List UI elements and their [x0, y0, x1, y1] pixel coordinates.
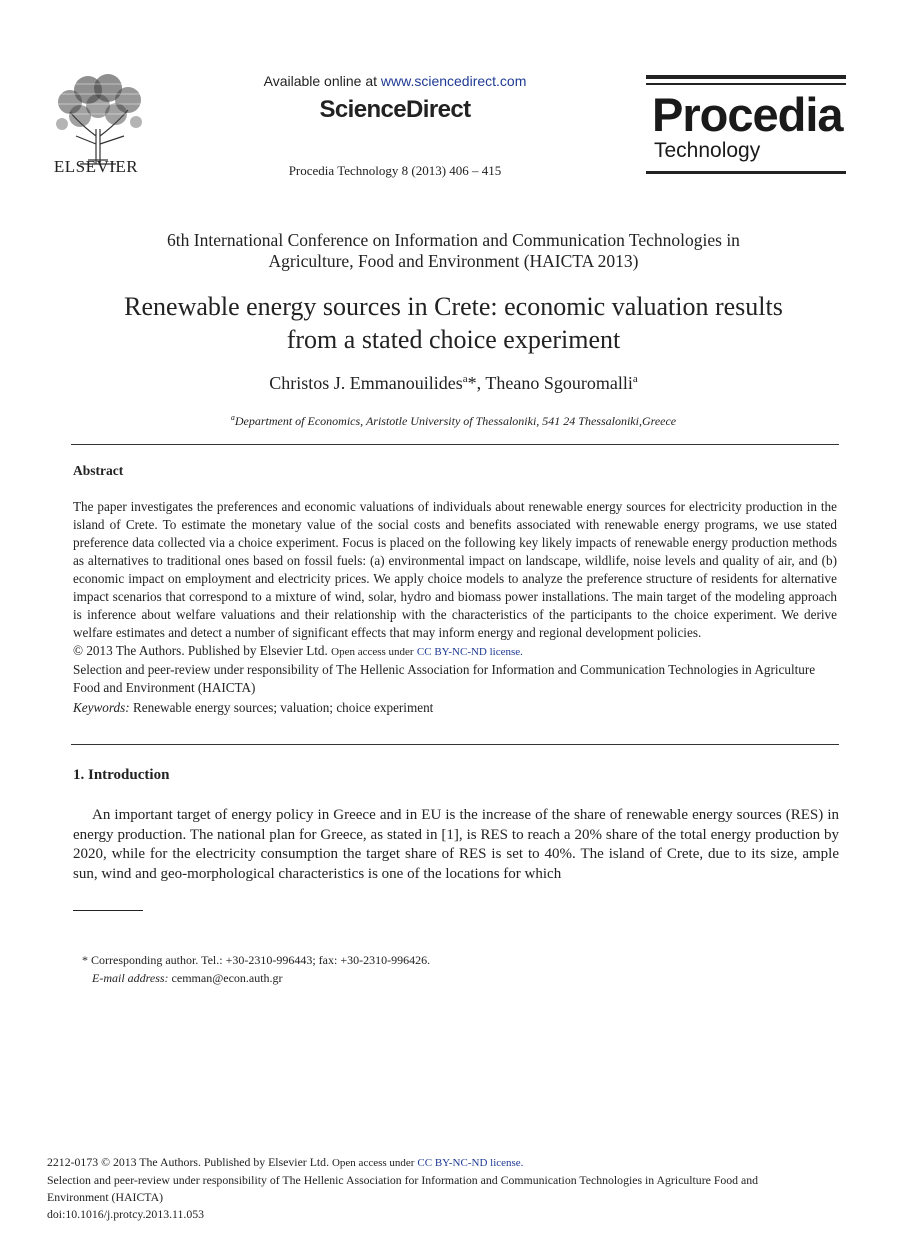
author-separator: , — [476, 373, 486, 393]
affiliation — [60, 413, 847, 429]
logo-rule-bottom — [646, 171, 846, 174]
journal-logo — [646, 75, 846, 175]
author-1-affil: a — [462, 373, 468, 385]
divider-bottom — [71, 744, 839, 745]
affiliation-text: Department of Economics, Aristotle University of Thessaloniki, 541 24 Thessaloniki,Greece — [234, 414, 677, 428]
abstract-license-link[interactable]: CC BY-NC-ND license. — [416, 646, 523, 658]
abstract-peer-review: Selection and peer-review under responsibility of The Hellenic Association for Information and Communication Technologies in Agriculture Food and Environment (HAICTA) — [73, 662, 816, 695]
journal-logo-word: Procedia — [652, 88, 843, 141]
section-heading-introduction: 1. Introduction — [73, 767, 170, 783]
available-prefix: Available online at — [263, 73, 381, 89]
title-line-1: Renewable energy sources in Crete: economic valuation results — [124, 292, 783, 321]
abstract-open-access: Open access under — [331, 646, 414, 658]
footnote-rule — [73, 910, 143, 911]
footer-copyright-line — [47, 1154, 847, 1172]
footnote-email-label: E-mail address: — [92, 971, 169, 985]
paper-title — [40, 290, 867, 356]
affiliation-mark: a — [230, 413, 235, 422]
sciencedirect-logo: ScienceDirect — [319, 96, 471, 123]
abstract-body: The paper investigates the preferences and economic valuations of individuals about renewable energy sources for electricity production in the island of Crete. To estimate the monetary value of the social costs and benefits associated with renewable energy programs, we use stated preference data collected via a choice experiment. Focus is placed on the following key likely impacts of renewable energy production methods as alternatives to traditional ones based on fossil fuels: (a) environmental impact on landscape, wildlife, noise levels and quality of air, and (b) economic impact on employment and electricity prices. We apply choice models to analyze the preference structure of residents for alternative impact scenarios that correspond to a mixture of wind, solar, hydro and biomass power installations. The main target of the modeling approach is inference about welfare valuations and their relationship with the characteristics of the participants to the choice experiment. We derive welfare estimates and detect a number of significant effects that may inform energy and regional development policies. — [73, 499, 837, 640]
keywords-line — [73, 699, 837, 717]
author-1: Christos J. Emmanouilides — [269, 373, 463, 393]
footnote-corresponding: * Corresponding author. Tel.: +30-2310-996443; fax: +30-2310-996426. — [82, 953, 431, 967]
divider-top — [71, 444, 839, 445]
footnote-email-line — [82, 969, 782, 987]
abstract-copyright-line — [73, 642, 837, 661]
sciencedirect-link[interactable]: www.sciencedirect.com — [380, 73, 527, 89]
keywords-label: Keywords: — [73, 700, 130, 715]
footer-open-access: Open access under — [331, 1157, 415, 1169]
footnote-email[interactable]: cemman@econ.auth.gr — [171, 971, 283, 985]
available-online — [230, 73, 560, 89]
footer-license-link[interactable]: CC BY-NC-ND license. — [417, 1157, 524, 1169]
author-list — [60, 373, 847, 394]
page-footer — [47, 1154, 847, 1223]
abstract-block — [73, 498, 837, 717]
author-2-affil: a — [632, 373, 638, 385]
logo-rule-top — [646, 75, 846, 79]
abstract-copyright: © 2013 The Authors. Published by Elsevier Ltd. — [73, 643, 328, 658]
abstract-heading: Abstract — [73, 463, 124, 478]
conference-name — [60, 230, 847, 272]
footer-peer-review: Selection and peer-review under responsibility of The Hellenic Association for Information and Communication Technologies in Agriculture Food and Environment (HAICTA) — [47, 1173, 759, 1204]
conference-line-1: 6th International Conference on Information and Communication Technologies in — [167, 230, 740, 250]
conference-line-2: Agriculture, Food and Environment (HAICTA 2013) — [268, 251, 639, 271]
journal-logo-sub: Technology — [654, 139, 761, 162]
footnote — [82, 951, 782, 987]
keywords: Renewable energy sources; valuation; choice experiment — [132, 700, 434, 715]
logo-rule-top-thin — [646, 83, 846, 85]
author-2: Theano Sgouromalli — [485, 373, 633, 393]
footer-doi[interactable]: doi:10.1016/j.protcy.2013.11.053 — [47, 1207, 205, 1221]
footer-copyright: 2212-0173 © 2013 The Authors. Published by Elsevier Ltd. — [47, 1155, 330, 1169]
journal-citation: Procedia Technology 8 (2013) 406 – 415 — [288, 163, 502, 178]
introduction-block — [73, 806, 839, 884]
title-line-2: from a stated choice experiment — [286, 325, 621, 354]
publisher-name: ELSEVIER — [53, 157, 139, 176]
corresponding-mark: * — [467, 373, 477, 393]
introduction-body: An important target of energy policy in Greece and in EU is the increase of the share of renewable energy sources (RES) in energy production. The national plan for Greece, as stated in [1], is RES to reach a 20% share of the total energy production by 2020, while for the electricity consumption the target share of RES is set to 40%. The island of Crete, due to its size, ample sun, wind and geo-morphological characteristics is one of the locations for which — [73, 807, 839, 882]
